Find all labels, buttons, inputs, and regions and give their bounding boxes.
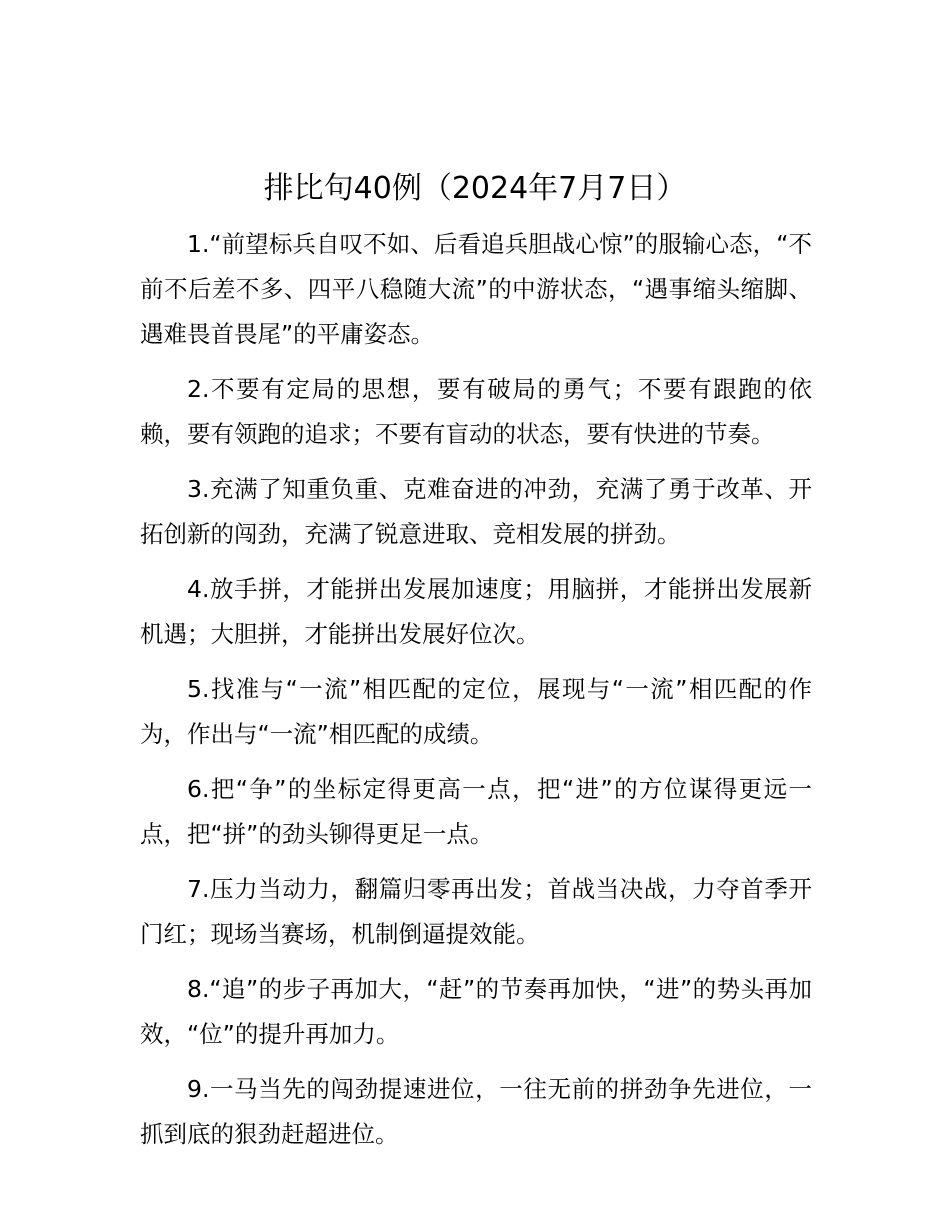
document-title: 排比句40例（2024年7月7日） — [263, 171, 687, 206]
list-item: 1.“前望标兵自叹不如、后看追兵胆战心惊”的服输心态，“不前不后差不多、四平八稳随大流”的中游状态，“遇事缩头缩脚、遇难畏首畏尾”的平庸姿态。 — [140, 230, 812, 348]
list-item: 4.放手拼，才能拼出发展加速度；用脑拼，才能拼出发展新机遇；大胆拼，才能拼出发展好位次。 — [140, 575, 812, 648]
list-item: 5.找准与“一流”相匹配的定位，展现与“一流”相匹配的作为，作出与“一流”相匹配的成绩。 — [140, 675, 812, 748]
list-item: 3.充满了知重负重、克难奋进的冲劲，充满了勇于改革、开拓创新的闯劲，充满了锐意进取、竞相发展的拼劲。 — [140, 475, 812, 548]
list-item: 2.不要有定局的思想，要有破局的勇气；不要有跟跑的依赖，要有领跑的追求；不要有盲动的状态，要有快进的节奏。 — [140, 375, 812, 448]
list-item: 9.一马当先的闯劲提速进位，一往无前的拼劲争先进位，一抓到底的狠劲赶超进位。 — [140, 1075, 812, 1148]
list-item: 8.“追”的步子再加大，“赶”的节奏再加快，“进”的势头再加效，“位”的提升再加力。 — [140, 975, 812, 1048]
item-list — [140, 222, 812, 1167]
list-item: 7.压力当动力，翻篇归零再出发；首战当决战，力夺首季开门红；现场当赛场，机制倒逼提效能。 — [140, 875, 812, 948]
list-item: 6.把“争”的坐标定得更高一点，把“进”的方位谋得更远一点，把“拼”的劲头铆得更足一点。 — [140, 775, 812, 848]
